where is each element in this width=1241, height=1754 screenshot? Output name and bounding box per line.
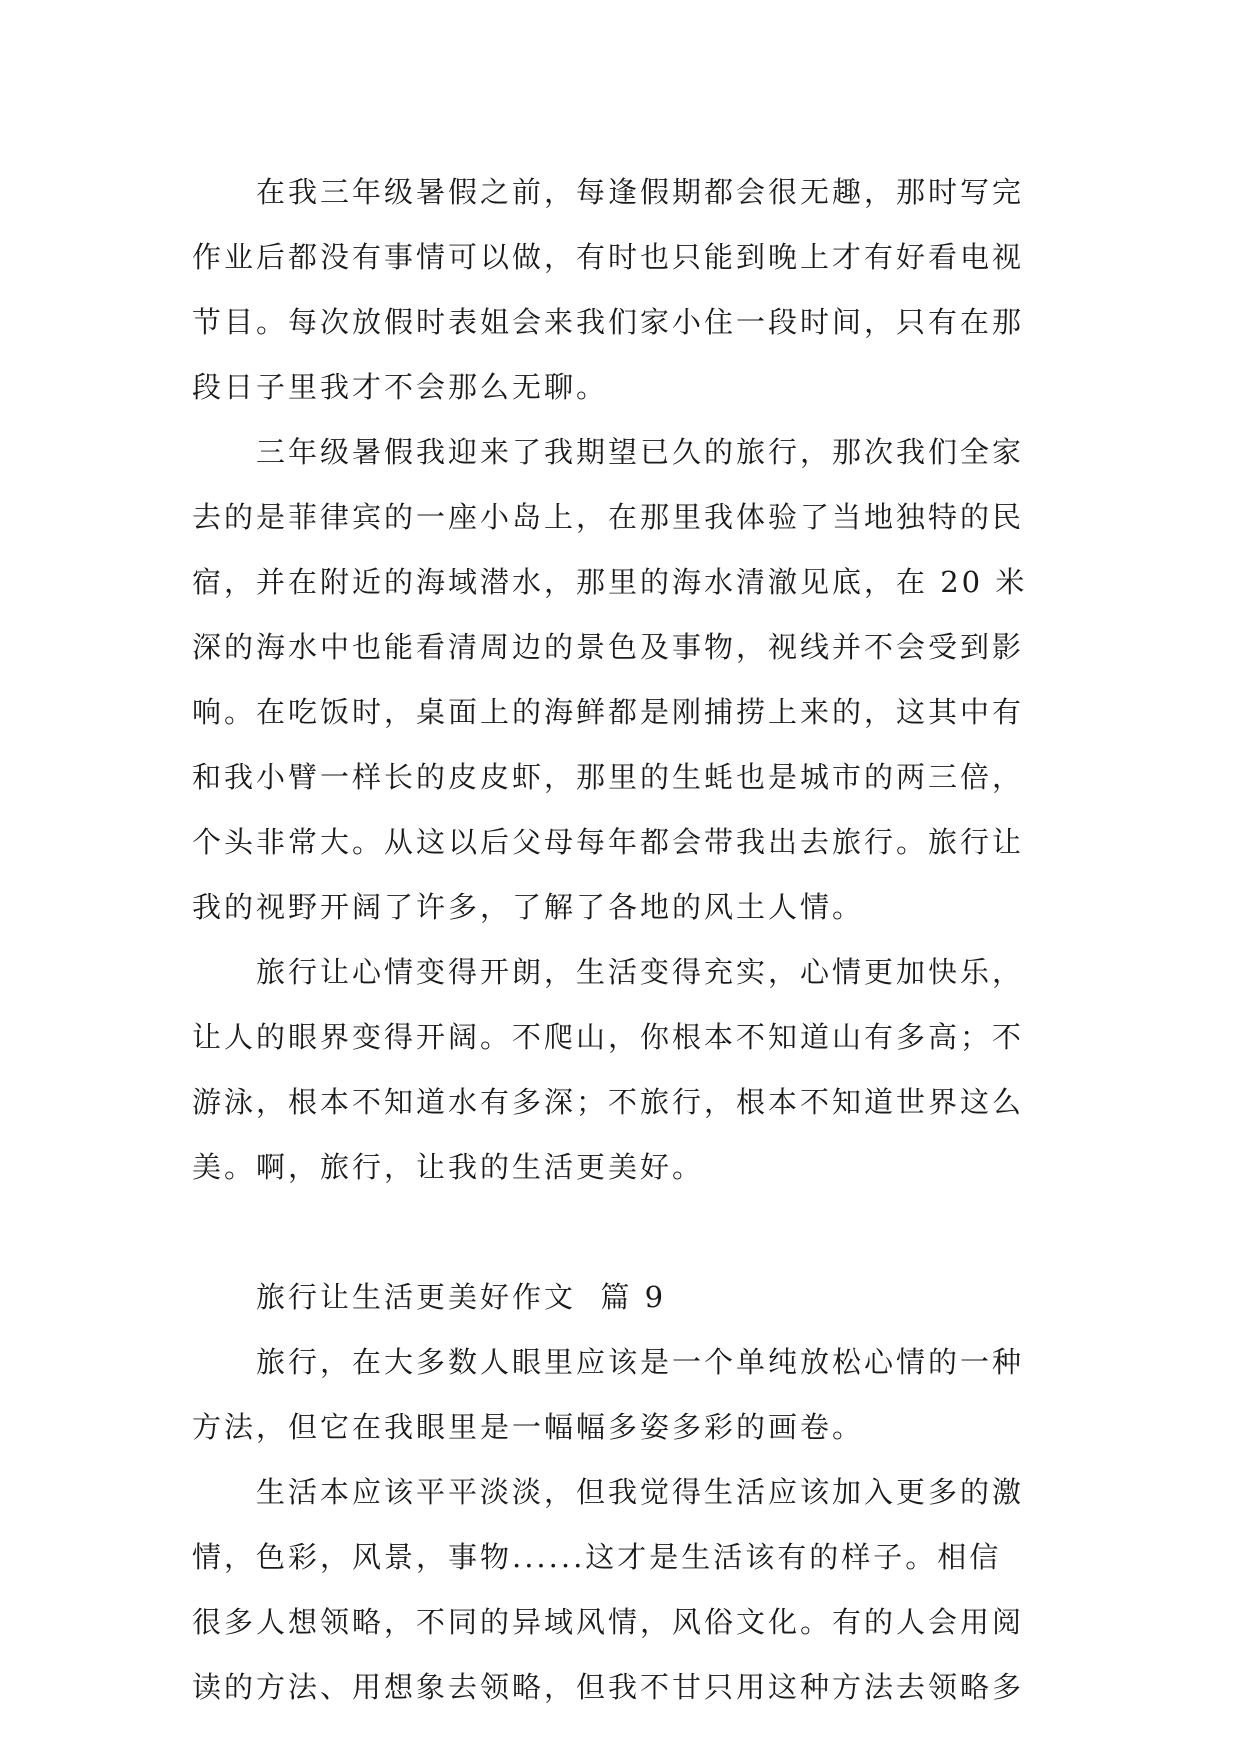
text-line: 三年级暑假我迎来了我期望已久的旅行，那次我们全家 [256, 435, 1025, 469]
text-line: 让人的眼界变得开阔。不爬山，你根本不知道山有多高；不 [192, 1020, 1025, 1054]
blank-line [192, 1200, 1062, 1265]
text-line: 段日子里我才不会那么无聊。 [192, 370, 609, 404]
text-line: 很多人想领略，不同的异域风情，风俗文化。有的人会用阅 [192, 1605, 1025, 1639]
paragraph [192, 1460, 1062, 1720]
text-line: 情，色彩，风景，事物......这才是生活该有的样子。相信 [192, 1540, 1002, 1574]
text-line: 旅行，在大多数人眼里应该是一个单纯放松心情的一种 [256, 1345, 1025, 1379]
text-line: 去的是菲律宾的一座小岛上，在那里我体验了当地独特的民 [192, 500, 1025, 534]
text-line: 响。在吃饭时，桌面上的海鲜都是刚捕捞上来的，这其中有 [192, 695, 1025, 729]
text-line: 方法，但它在我眼里是一幅幅多姿多彩的画卷。 [192, 1410, 865, 1444]
document-body [192, 160, 1062, 1720]
text-line: 作业后都没有事情可以做，有时也只能到晚上才有好看电视 [192, 240, 1025, 274]
paragraph [192, 420, 1062, 940]
text-line: 美。啊，旅行，让我的生活更美好。 [192, 1150, 705, 1184]
text-line: 读的方法、用想象去领略，但我不甘只用这种方法去领略多 [192, 1670, 1025, 1704]
text-line: 宿，并在附近的海域潜水，那里的海水清澈见底，在 20 米 [192, 565, 1028, 599]
paragraph [192, 940, 1062, 1200]
text-line: 旅行让心情变得开朗，生活变得充实，心情更加快乐， [256, 955, 1025, 989]
text-line: 和我小臂一样长的皮皮虾，那里的生蚝也是城市的两三倍， [192, 760, 1025, 794]
text-line: 节目。每次放假时表姐会来我们家小住一段时间，只有在那 [192, 305, 1025, 339]
text-line: 我的视野开阔了许多，了解了各地的风土人情。 [192, 890, 865, 924]
text-line: 个头非常大。从这以后父母每年都会带我出去旅行。旅行让 [192, 825, 1025, 859]
text-line: 深的海水中也能看清周边的景色及事物，视线并不会受到影 [192, 630, 1025, 664]
text-line: 生活本应该平平淡淡，但我觉得生活应该加入更多的激 [256, 1475, 1025, 1509]
section-title: 旅行让生活更美好作文 篇 9 [256, 1280, 667, 1314]
paragraph [192, 160, 1062, 420]
text-line: 游泳，根本不知道水有多深；不旅行，根本不知道世界这么 [192, 1085, 1025, 1119]
paragraph [192, 1330, 1062, 1460]
text-line: 在我三年级暑假之前，每逢假期都会很无趣，那时写完 [256, 175, 1025, 209]
